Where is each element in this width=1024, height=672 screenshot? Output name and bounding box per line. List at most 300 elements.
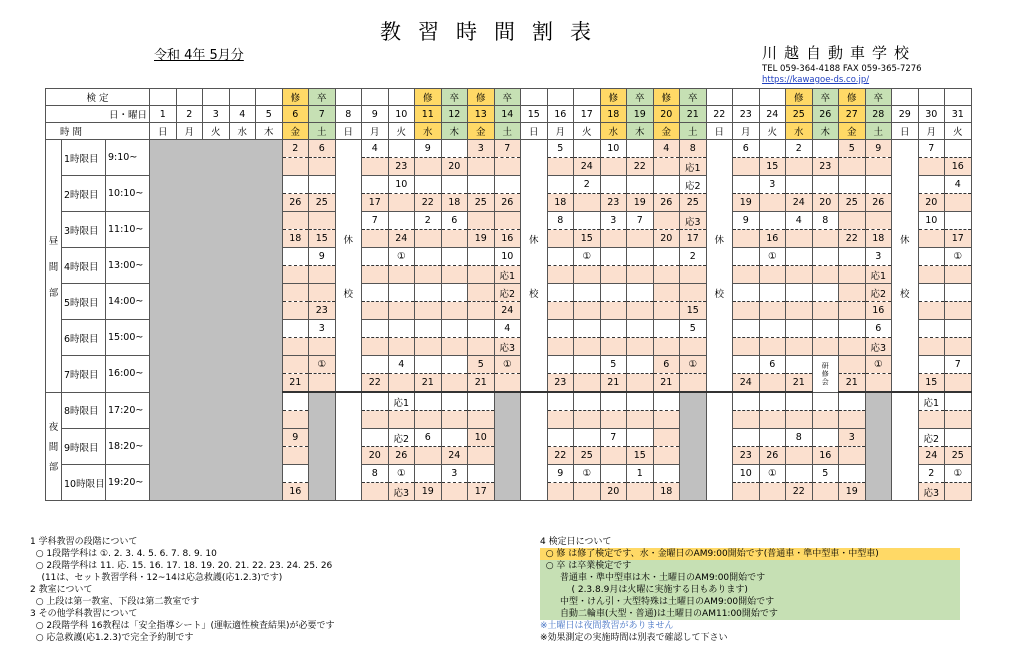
slot-d18-p2-lower: 23 — [600, 194, 627, 212]
slot-d20-p8-upper — [653, 392, 680, 411]
weekday-19: 木 — [627, 123, 654, 140]
slot-d30-p10-lower: 応3 — [918, 483, 945, 501]
exam-mark-day-1 — [150, 89, 177, 106]
slot-d31-p8-upper — [945, 392, 972, 411]
note-line: (11は、セット教習学科・12~14は応急救護(応1.2.3)です) — [30, 573, 283, 583]
slot-d11-p5-lower — [415, 302, 442, 320]
school-url-link[interactable]: https://kawagoe-ds.co.jp/ — [762, 75, 870, 85]
slot-d14-p3-lower: 16 — [494, 230, 521, 248]
day-number-29: 29 — [892, 106, 919, 123]
slot-d25-p10-upper — [786, 465, 813, 483]
slot-d12-p9-upper — [441, 429, 468, 447]
slot-d28-p3-upper — [865, 212, 892, 230]
slot-d12-p4-lower — [441, 266, 468, 284]
slot-d23-p7-lower: 24 — [733, 374, 760, 393]
period-time-10: 19:20~ — [106, 465, 150, 501]
slot-d11-p7-lower: 21 — [415, 374, 442, 393]
holiday-char: 校 — [529, 288, 539, 300]
timetable-grid — [45, 88, 972, 501]
slot-d28-p5-lower: 16 — [865, 302, 892, 320]
slot-d31-p1-lower: 16 — [945, 158, 972, 176]
slot-d18-p9-upper: 7 — [600, 429, 627, 447]
weekday-31: 火 — [945, 123, 972, 140]
effect-note: ※効果測定の実施時間は別表で確認して下さい — [540, 633, 728, 643]
slot-d21-p5-lower: 15 — [680, 302, 707, 320]
day-number-14: 14 — [494, 106, 521, 123]
exam-mark-day-31 — [945, 89, 972, 106]
exam-mark-day-6: 修 — [282, 89, 309, 106]
slot-d20-p10-upper — [653, 465, 680, 483]
sotsu-note-3: ( 2.3.8.9月は火曜に実施する日もあります) — [540, 584, 960, 596]
note-line: 3 その他学科教習について — [30, 609, 138, 619]
slot-d11-p5-upper — [415, 284, 442, 302]
slot-d25-p9-lower — [786, 447, 813, 465]
slot-d27-p7-lower: 21 — [839, 374, 866, 393]
school-name: 川越自動車学校 — [762, 44, 917, 62]
holiday-char: 休 — [343, 234, 354, 246]
exam-mark-day-13: 修 — [468, 89, 495, 106]
period-time-1: 9:10~ — [106, 140, 150, 176]
slot-d28-p2-upper — [865, 176, 892, 194]
slot-d21-p3-lower: 17 — [680, 230, 707, 248]
day-number-10: 10 — [388, 106, 415, 123]
weekday-30: 月 — [918, 123, 945, 140]
exam-mark-day-21: 卒 — [680, 89, 707, 106]
weekday-28: 土 — [865, 123, 892, 140]
slot-d10-p4-lower — [388, 266, 415, 284]
slot-d24-p8-lower — [759, 411, 786, 429]
slot-d28-p1-upper: 9 — [865, 140, 892, 158]
slot-d27-p3-lower: 22 — [839, 230, 866, 248]
slot-d14-p7-lower — [494, 374, 521, 393]
period-name-5: 5時限目 — [62, 284, 106, 320]
slot-d31-p3-lower: 17 — [945, 230, 972, 248]
slot-d31-p2-lower — [945, 194, 972, 212]
slot-d6-p5-lower — [282, 302, 309, 320]
slot-d13-p10-upper — [468, 465, 495, 483]
slot-d23-p7-upper — [733, 356, 760, 374]
slot-d31-p10-upper: ① — [945, 465, 972, 483]
exam-mark-day-15 — [521, 89, 548, 106]
slot-d6-p1-lower — [282, 158, 309, 176]
slot-d13-p3-upper — [468, 212, 495, 230]
slot-d21-p4-upper: 2 — [680, 248, 707, 266]
slot-d31-p5-upper — [945, 284, 972, 302]
slot-d30-p8-lower — [918, 411, 945, 429]
slot-d25-p6-upper — [786, 320, 813, 338]
slot-d30-p2-lower: 20 — [918, 194, 945, 212]
slot-d16-p4-lower — [547, 266, 574, 284]
slot-d10-p3-lower: 24 — [388, 230, 415, 248]
period-name-4: 4時限目 — [62, 248, 106, 284]
slot-d20-p7-upper: 6 — [653, 356, 680, 374]
slot-d21-p5-upper — [680, 284, 707, 302]
slot-d23-p8-lower — [733, 411, 760, 429]
slot-d9-p8-lower — [362, 411, 389, 429]
slot-d13-p3-lower: 19 — [468, 230, 495, 248]
slot-d23-p2-upper — [733, 176, 760, 194]
holiday-char: 校 — [714, 288, 725, 300]
slot-d17-p8-lower — [574, 411, 601, 429]
slot-d9-p9-lower: 20 — [362, 447, 389, 465]
slot-d20-p3-lower: 20 — [653, 230, 680, 248]
slot-d21-p2-lower: 25 — [680, 194, 707, 212]
slot-d26-p10-upper: 5 — [812, 465, 839, 483]
slot-d27-p9-lower — [839, 447, 866, 465]
slot-d17-p1-lower: 24 — [574, 158, 601, 176]
weekday-26: 木 — [812, 123, 839, 140]
slot-d12-p6-lower — [441, 338, 468, 356]
slot-d13-p2-upper — [468, 176, 495, 194]
slot-d19-p5-lower — [627, 302, 654, 320]
slot-d13-p4-lower — [468, 266, 495, 284]
weekday-25: 水 — [786, 123, 813, 140]
exam-mark-day-8 — [335, 89, 362, 106]
slot-d7-p5-upper — [309, 284, 336, 302]
slot-d18-p6-upper — [600, 320, 627, 338]
weekday-5: 木 — [256, 123, 283, 140]
exam-mark-day-25: 修 — [786, 89, 813, 106]
slot-d30-p4-lower — [918, 266, 945, 284]
weekday-20: 金 — [653, 123, 680, 140]
slot-d16-p1-lower — [547, 158, 574, 176]
slot-d9-p9-upper — [362, 429, 389, 447]
slot-d26-p5-upper — [812, 284, 839, 302]
slot-d19-p2-upper — [627, 176, 654, 194]
kentei-label: 検 定 — [46, 89, 150, 106]
sotsu-note-2: 普通車・準中型車は木・土曜日のAM9:00開始です — [540, 572, 960, 584]
slot-d18-p8-upper — [600, 392, 627, 411]
slot-d10-p9-upper: 応2 — [388, 429, 415, 447]
slot-d30-p1-lower — [918, 158, 945, 176]
slot-d17-p3-upper — [574, 212, 601, 230]
slot-d23-p2-lower: 19 — [733, 194, 760, 212]
slot-d11-p6-upper — [415, 320, 442, 338]
shu-note: ○ 修 は修了検定です、水・金曜日のAM9:00開始です(普通車・準中型車・中型車) — [540, 548, 960, 560]
slot-d26-p3-upper: 8 — [812, 212, 839, 230]
slot-d16-p6-upper — [547, 320, 574, 338]
slot-d25-p6-lower — [786, 338, 813, 356]
slot-d14-p1-upper: 7 — [494, 140, 521, 158]
slot-d13-p10-lower: 17 — [468, 483, 495, 501]
slot-d18-p8-lower — [600, 411, 627, 429]
slot-d11-p7-upper — [415, 356, 442, 374]
slot-d18-p1-upper: 10 — [600, 140, 627, 158]
slot-d24-p8-upper — [759, 392, 786, 411]
slot-d6-p10-upper — [282, 465, 309, 483]
slot-d16-p9-upper — [547, 429, 574, 447]
slot-d28-p7-lower — [865, 374, 892, 393]
slot-d24-p4-lower — [759, 266, 786, 284]
day-number-28: 28 — [865, 106, 892, 123]
slot-d26-p9-lower: 16 — [812, 447, 839, 465]
day-number-31: 31 — [945, 106, 972, 123]
period-time-8: 17:20~ — [106, 392, 150, 429]
slot-d24-p9-lower: 26 — [759, 447, 786, 465]
slot-d16-p10-upper: 9 — [547, 465, 574, 483]
slot-d17-p10-lower — [574, 483, 601, 501]
slot-d26-p5-lower — [812, 302, 839, 320]
slot-d10-p6-upper — [388, 320, 415, 338]
slot-d10-p8-upper: 応1 — [388, 392, 415, 411]
slot-d21-p4-lower — [680, 266, 707, 284]
day-number-3: 3 — [203, 106, 230, 123]
slot-d24-p7-upper: 6 — [759, 356, 786, 374]
slot-d9-p7-lower: 22 — [362, 374, 389, 393]
slot-d12-p6-upper — [441, 320, 468, 338]
slot-d13-p7-lower: 21 — [468, 374, 495, 393]
slot-d11-p10-upper — [415, 465, 442, 483]
slot-d9-p5-lower — [362, 302, 389, 320]
slot-d10-p10-lower: 応3 — [388, 483, 415, 501]
exam-mark-day-27: 修 — [839, 89, 866, 106]
slot-d19-p7-upper — [627, 356, 654, 374]
holiday-night-15 — [521, 392, 548, 501]
slot-d20-p7-lower: 21 — [653, 374, 680, 393]
slot-d18-p7-lower: 21 — [600, 374, 627, 393]
exam-mark-day-29 — [892, 89, 919, 106]
day-number-1: 1 — [150, 106, 177, 123]
weekday-17: 火 — [574, 123, 601, 140]
holiday-col-22 — [706, 140, 733, 393]
period-name-1: 1時限目 — [62, 140, 106, 176]
slot-d16-p4-upper — [547, 248, 574, 266]
slot-d27-p7-upper — [839, 356, 866, 374]
day-number-21: 21 — [680, 106, 707, 123]
slot-d18-p9-lower — [600, 447, 627, 465]
exam-mark-day-4 — [229, 89, 256, 106]
slot-d27-p6-upper — [839, 320, 866, 338]
slot-d20-p5-lower — [653, 302, 680, 320]
exam-mark-day-30 — [918, 89, 945, 106]
period-time-4: 13:00~ — [106, 248, 150, 284]
exam-notes-heading: 4 検定日について — [540, 537, 612, 547]
exam-mark-day-17 — [574, 89, 601, 106]
daytime-section-label — [46, 140, 62, 393]
night-section-label — [46, 392, 62, 501]
slot-d14-p5-lower: 24 — [494, 302, 521, 320]
slot-d27-p2-lower: 25 — [839, 194, 866, 212]
no-night-14 — [494, 392, 521, 501]
slot-d10-p1-upper — [388, 140, 415, 158]
slot-d30-p7-upper — [918, 356, 945, 374]
slot-d16-p2-upper — [547, 176, 574, 194]
slot-d6-p3-upper — [282, 212, 309, 230]
slot-d27-p5-lower — [839, 302, 866, 320]
slot-d25-p5-lower — [786, 302, 813, 320]
slot-d10-p5-lower — [388, 302, 415, 320]
slot-d25-p2-lower: 24 — [786, 194, 813, 212]
slot-d26-p3-lower — [812, 230, 839, 248]
weekday-12: 木 — [441, 123, 468, 140]
slot-d11-p4-lower — [415, 266, 442, 284]
period-time-3: 11:10~ — [106, 212, 150, 248]
slot-d31-p4-upper: ① — [945, 248, 972, 266]
weekday-21: 土 — [680, 123, 707, 140]
slot-d7-p7-lower — [309, 374, 336, 393]
slot-d9-p3-upper: 7 — [362, 212, 389, 230]
slot-d12-p9-lower: 24 — [441, 447, 468, 465]
slot-d6-p10-lower: 16 — [282, 483, 309, 501]
slot-d19-p5-upper — [627, 284, 654, 302]
slot-d18-p10-upper — [600, 465, 627, 483]
slot-d18-p4-lower — [600, 266, 627, 284]
exam-mark-day-22 — [706, 89, 733, 106]
slot-d11-p4-upper — [415, 248, 442, 266]
slot-d17-p8-upper — [574, 392, 601, 411]
slot-d10-p1-lower: 23 — [388, 158, 415, 176]
slot-d11-p9-upper: 6 — [415, 429, 442, 447]
period-time-2: 10:10~ — [106, 176, 150, 212]
weekday-27: 金 — [839, 123, 866, 140]
slot-d19-p1-lower: 22 — [627, 158, 654, 176]
day-number-2: 2 — [176, 106, 203, 123]
slot-d6-p7-upper — [282, 356, 309, 374]
period-time-6: 15:00~ — [106, 320, 150, 356]
slot-d23-p10-upper: 10 — [733, 465, 760, 483]
weekday-29: 日 — [892, 123, 919, 140]
kenshu-cell — [812, 356, 839, 393]
slot-d30-p2-upper — [918, 176, 945, 194]
slot-d30-p8-upper: 応1 — [918, 392, 945, 411]
slot-d10-p8-lower — [388, 411, 415, 429]
slot-d31-p8-lower — [945, 411, 972, 429]
exam-mark-day-7: 卒 — [309, 89, 336, 106]
slot-d9-p6-upper — [362, 320, 389, 338]
slot-d23-p5-upper — [733, 284, 760, 302]
note-line: 1 学科教習の段階について — [30, 537, 138, 547]
day-number-27: 27 — [839, 106, 866, 123]
no-night-21 — [680, 392, 707, 501]
slot-d31-p6-upper — [945, 320, 972, 338]
slot-d21-p3-upper: 応3 — [680, 212, 707, 230]
slot-d21-p1-upper: 8 — [680, 140, 707, 158]
slot-d6-p2-lower: 26 — [282, 194, 309, 212]
weekday-18: 水 — [600, 123, 627, 140]
slot-d19-p7-lower — [627, 374, 654, 393]
slot-d19-p6-upper — [627, 320, 654, 338]
slot-d7-p3-lower: 15 — [309, 230, 336, 248]
day-number-15: 15 — [521, 106, 548, 123]
kenshu-char: 修 — [821, 369, 829, 378]
slot-d12-p3-upper: 6 — [441, 212, 468, 230]
slot-d13-p5-lower — [468, 302, 495, 320]
slot-d24-p10-upper: ① — [759, 465, 786, 483]
slot-d11-p2-upper — [415, 176, 442, 194]
slot-d7-p6-upper: 3 — [309, 320, 336, 338]
slot-d20-p3-upper — [653, 212, 680, 230]
holiday-night-22 — [706, 392, 733, 501]
slot-d23-p9-lower: 23 — [733, 447, 760, 465]
slot-d9-p3-lower — [362, 230, 389, 248]
slot-d30-p5-lower — [918, 302, 945, 320]
slot-d18-p7-upper: 5 — [600, 356, 627, 374]
slot-d11-p1-lower — [415, 158, 442, 176]
slot-d26-p2-lower: 20 — [812, 194, 839, 212]
slot-d24-p1-upper — [759, 140, 786, 158]
exam-mark-day-18: 修 — [600, 89, 627, 106]
slot-d17-p9-upper — [574, 429, 601, 447]
slot-d25-p7-lower: 21 — [786, 374, 813, 393]
weekday-4: 水 — [229, 123, 256, 140]
slot-d27-p4-lower — [839, 266, 866, 284]
slot-d14-p3-upper — [494, 212, 521, 230]
slot-d18-p1-lower — [600, 158, 627, 176]
slot-d13-p9-upper: 10 — [468, 429, 495, 447]
slot-d9-p10-upper: 8 — [362, 465, 389, 483]
holiday-night-29 — [892, 392, 919, 501]
slot-d19-p1-upper — [627, 140, 654, 158]
slot-d28-p6-upper: 6 — [865, 320, 892, 338]
slot-d28-p7-upper: ① — [865, 356, 892, 374]
slot-d9-p1-lower — [362, 158, 389, 176]
slot-d24-p1-lower: 15 — [759, 158, 786, 176]
slot-d23-p3-lower — [733, 230, 760, 248]
holiday-char: 校 — [900, 288, 910, 300]
slot-d7-p1-lower — [309, 158, 336, 176]
slot-d9-p2-upper — [362, 176, 389, 194]
slot-d25-p1-lower — [786, 158, 813, 176]
slot-d11-p3-lower — [415, 230, 442, 248]
daytime-char: 昼 — [48, 235, 59, 247]
period-name-6: 6時限目 — [62, 320, 106, 356]
slot-d16-p8-lower — [547, 411, 574, 429]
day-number-4: 4 — [229, 106, 256, 123]
slot-d9-p10-lower — [362, 483, 389, 501]
slot-d26-p6-lower — [812, 338, 839, 356]
slot-d26-p9-upper — [812, 429, 839, 447]
slot-d19-p3-upper: 7 — [627, 212, 654, 230]
period-time-5: 14:00~ — [106, 284, 150, 320]
slot-d31-p5-lower — [945, 302, 972, 320]
slot-d24-p7-lower — [759, 374, 786, 393]
day-number-26: 26 — [812, 106, 839, 123]
slot-d18-p10-lower: 20 — [600, 483, 627, 501]
slot-d20-p8-lower — [653, 411, 680, 429]
slot-d7-p1-upper: 6 — [309, 140, 336, 158]
day-number-13: 13 — [468, 106, 495, 123]
slot-d24-p10-lower — [759, 483, 786, 501]
weekday-9: 月 — [362, 123, 389, 140]
slot-d13-p2-lower: 25 — [468, 194, 495, 212]
slot-d30-p10-upper: 2 — [918, 465, 945, 483]
slot-d16-p5-upper — [547, 284, 574, 302]
slot-d23-p4-lower — [733, 266, 760, 284]
slot-d27-p2-upper — [839, 176, 866, 194]
day-weekday-label: 日・曜日 — [46, 106, 150, 123]
slot-d23-p3-upper: 9 — [733, 212, 760, 230]
slot-d31-p10-lower — [945, 483, 972, 501]
slot-d17-p10-upper: ① — [574, 465, 601, 483]
slot-d12-p5-lower — [441, 302, 468, 320]
exam-mark-day-16 — [547, 89, 574, 106]
slot-d11-p10-lower: 19 — [415, 483, 442, 501]
night-char: 間 — [48, 442, 59, 454]
slot-d17-p7-lower — [574, 374, 601, 393]
slot-d26-p4-upper — [812, 248, 839, 266]
exam-mark-day-24 — [759, 89, 786, 106]
exam-mark-day-23 — [733, 89, 760, 106]
slot-d24-p5-upper — [759, 284, 786, 302]
notes-section — [30, 536, 335, 644]
weekday-16: 月 — [547, 123, 574, 140]
slot-d17-p2-upper: 2 — [574, 176, 601, 194]
day-number-30: 30 — [918, 106, 945, 123]
slot-d7-p4-upper: 9 — [309, 248, 336, 266]
slot-d30-p9-lower: 24 — [918, 447, 945, 465]
slot-d19-p2-lower: 19 — [627, 194, 654, 212]
slot-d10-p10-upper: ① — [388, 465, 415, 483]
